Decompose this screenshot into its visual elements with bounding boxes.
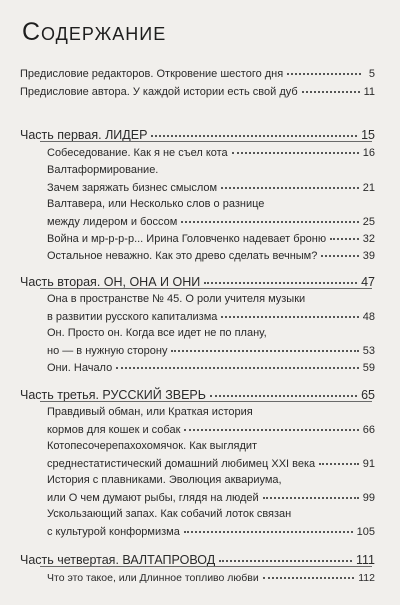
dot-leader [302, 82, 360, 93]
part-divider [40, 288, 372, 289]
toc-entry [47, 197, 375, 211]
toc-entry [47, 456, 375, 471]
entry-title: История с плавниками. Эволюция аквариума, [47, 474, 282, 486]
toc-entry [47, 422, 375, 437]
toc-entry [47, 163, 375, 177]
entry-title: Валтавера, или Несколько слов о разнице [47, 198, 265, 210]
entry-page: 66 [362, 424, 375, 436]
entry-page: 16 [362, 147, 375, 159]
toc-entry [47, 145, 375, 160]
toc-part [20, 553, 375, 567]
entry-page: 21 [362, 182, 375, 194]
entry-title: Предисловие автора. У каждой истории есть свой дуб [20, 86, 298, 98]
dot-leader [263, 568, 355, 579]
entry-title: с культурой конформизма [47, 526, 180, 538]
entry-title: Она в пространстве № 45. О роли учителя музыки [47, 293, 306, 305]
entry-title: среднестатистический домашний любимец XXI века [47, 458, 316, 470]
dot-leader [319, 454, 359, 465]
dot-leader [171, 341, 358, 352]
dot-leader [221, 178, 359, 189]
page-title: Содержание [22, 18, 167, 46]
entry-title: Зачем заряжать бизнес смыслом [47, 182, 218, 194]
entry-title: Ускользающий запах. Как собачий лоток связан [47, 508, 292, 520]
toc-entry [47, 180, 375, 195]
entry-title: Остальное неважно. Как это древо сделать вечным? [47, 250, 318, 262]
toc-entry [47, 326, 375, 340]
dot-leader [184, 420, 358, 431]
entry-page: 39 [362, 250, 375, 262]
dot-leader [210, 386, 357, 397]
toc-entry [47, 248, 375, 263]
entry-page: 111 [355, 553, 375, 567]
toc-entry [47, 309, 375, 324]
part-title: Часть вторая. ОН, ОНА И ОНИ [20, 275, 201, 289]
dot-leader [181, 212, 358, 223]
entry-title: кормов для кошек и собак [47, 424, 181, 436]
entry-title: Они. Начало [47, 362, 113, 374]
toc-entry [47, 439, 375, 453]
toc-entry [47, 507, 375, 521]
entry-page: 112 [358, 572, 375, 584]
entry-title: Собеседование. Как я не съел кота [47, 147, 228, 159]
dot-leader [151, 126, 357, 137]
entry-page: 11 [363, 86, 375, 98]
entry-page: 25 [362, 216, 375, 228]
toc-entry [47, 473, 375, 487]
entry-page: 99 [362, 492, 375, 504]
dot-leader [204, 273, 357, 284]
toc-entry [47, 292, 375, 306]
entry-page: 48 [362, 311, 375, 323]
toc-part [20, 128, 375, 142]
entry-title: но — в нужную сторону [47, 345, 168, 357]
dot-leader [221, 307, 358, 318]
toc-entry [47, 570, 375, 585]
toc-part [20, 388, 375, 402]
dot-leader [184, 522, 353, 533]
toc-entry [47, 360, 375, 375]
entry-title: или О чем думают рыбы, глядя на людей [47, 492, 259, 504]
entry-title: Котопесочерепахохомячок. Как выглядит [47, 440, 258, 452]
toc-entry [47, 490, 375, 505]
toc-entry [20, 66, 375, 81]
entry-title: Война и мр-р-р-р... Ирина Головченко надевает броню [47, 233, 327, 245]
entry-title: Он. Просто он. Когда все идет не по плану, [47, 327, 267, 339]
entry-title: Валтаформирование. [47, 164, 159, 176]
dot-leader [287, 64, 361, 75]
dot-leader [330, 229, 359, 240]
dot-leader [263, 488, 359, 499]
toc-entry [47, 524, 375, 539]
entry-page: 47 [361, 275, 375, 289]
toc-entry [47, 231, 375, 246]
entry-page: 91 [362, 458, 375, 470]
entry-page: 15 [361, 128, 375, 142]
toc-part [20, 275, 375, 289]
toc-entry [47, 343, 375, 358]
dot-leader [232, 143, 359, 154]
toc-entry [47, 214, 375, 229]
entry-title: Что это такое, или Длинное топливо любви [47, 572, 259, 584]
toc-entry [47, 405, 375, 419]
dot-leader [116, 358, 359, 369]
entry-title: в развитии русского капитализма [47, 311, 218, 323]
entry-page: 59 [362, 362, 375, 374]
entry-page: 5 [368, 68, 375, 80]
part-title: Часть первая. ЛИДЕР [20, 128, 148, 142]
entry-page: 105 [356, 526, 375, 538]
entry-page: 32 [362, 233, 375, 245]
part-title: Часть третья. РУССКИЙ ЗВЕРЬ [20, 388, 206, 402]
part-title: Часть четвертая. ВАЛТАПРОВОД [20, 553, 216, 567]
entry-title: между лидером и боссом [47, 216, 178, 228]
entry-page: 65 [361, 388, 375, 402]
dot-leader [321, 246, 358, 257]
dot-leader [219, 551, 352, 562]
entry-title: Правдивый обман, или Краткая история [47, 406, 253, 418]
entry-title: Предисловие редакторов. Откровение шестого дня [20, 68, 284, 80]
entry-page: 53 [362, 345, 375, 357]
part-divider [40, 566, 372, 567]
part-divider [40, 401, 372, 402]
toc-entry [20, 84, 375, 99]
part-divider [40, 141, 372, 142]
